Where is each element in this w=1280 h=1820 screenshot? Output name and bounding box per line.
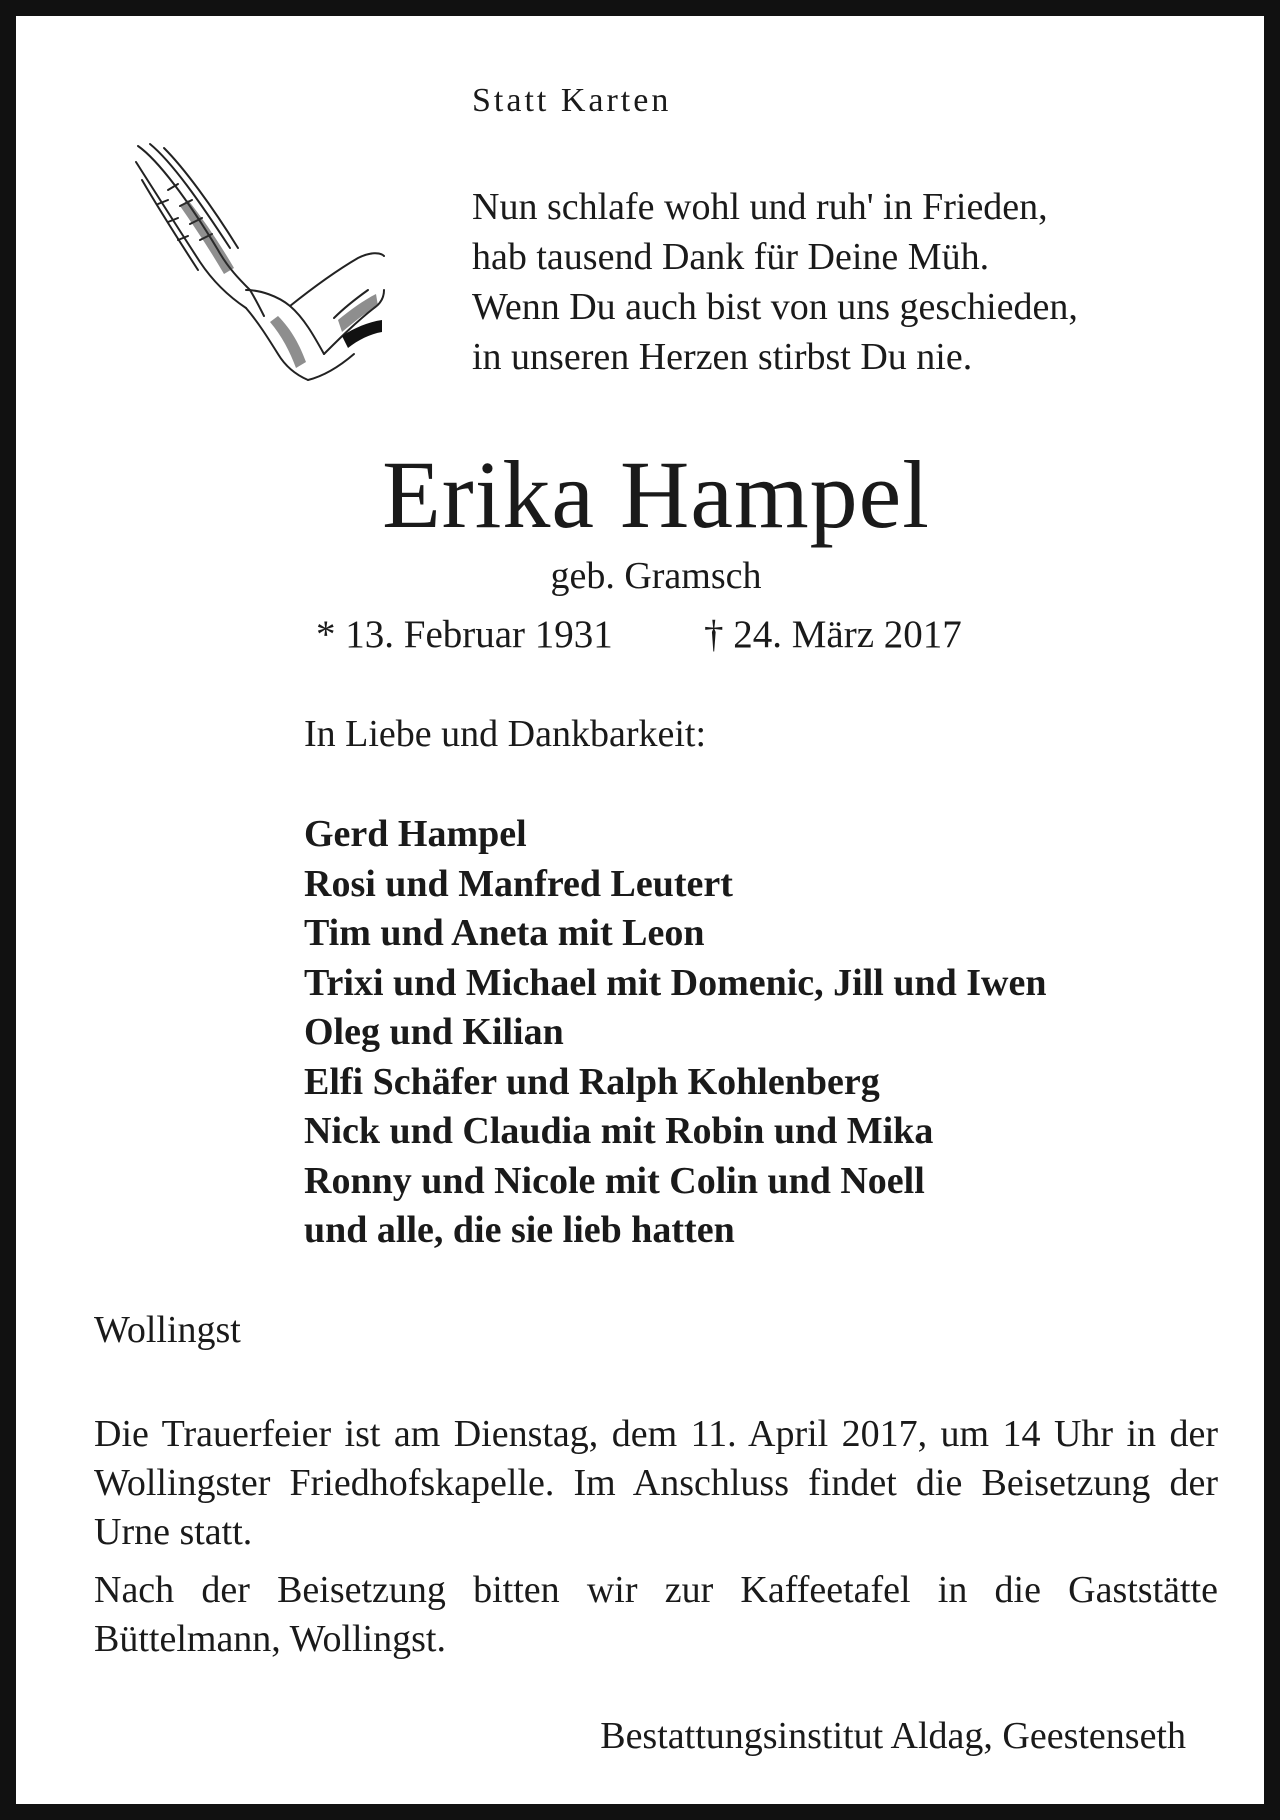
mourner-line: Trixi und Michael mit Domenic, Jill und Iwen bbox=[304, 961, 1047, 1004]
mourner-line: Elfi Schäfer und Ralph Kohlenberg bbox=[304, 1060, 880, 1103]
mourner-line: Oleg und Kilian bbox=[304, 1011, 564, 1053]
deceased-name: Erika Hampel bbox=[382, 441, 930, 548]
poem-line: Wenn Du auch bist von uns geschieden, bbox=[472, 286, 1078, 328]
mourner-line: und alle, die sie lieb hatten bbox=[304, 1209, 735, 1251]
place: Wollingst bbox=[94, 1309, 241, 1351]
mourner-line: Ronny und Nicole mit Colin und Noell bbox=[304, 1159, 925, 1202]
mourner-line: Nick und Claudia mit Robin und Mika bbox=[304, 1110, 934, 1152]
funeral-info-paragraph: Die Trauerfeier ist am Dienstag, dem 11. April 2017, um 14 Uhr in der Wollingster Friedhofskapelle. Im Anschluss findet die Beisetzung der Urne statt. bbox=[94, 1413, 1218, 1553]
mourner-line: Gerd Hampel bbox=[304, 813, 527, 855]
poem-line: in unseren Herzen stirbst Du nie. bbox=[472, 336, 973, 378]
poem-line: hab tausend Dank für Deine Müh. bbox=[472, 236, 990, 278]
header-label: Statt Karten bbox=[472, 82, 672, 119]
maiden-name: geb. Gramsch bbox=[550, 555, 762, 597]
poem-line: Nun schlafe wohl und ruh' in Frieden, bbox=[472, 186, 1048, 228]
praying-hands-icon bbox=[128, 140, 388, 388]
mourner-line: Tim und Aneta mit Leon bbox=[304, 912, 705, 954]
mourner-line: Rosi und Manfred Leutert bbox=[304, 862, 733, 905]
death-date: † 24. März 2017 bbox=[704, 613, 962, 656]
reception-info-paragraph: Nach der Beisetzung bitten wir zur Kaffeetafel in die Gaststätte Büttelmann, Wollingst. bbox=[94, 1569, 1218, 1660]
poem bbox=[472, 182, 1078, 382]
birth-date: * 13. Februar 1931 bbox=[316, 613, 613, 656]
mourners-list bbox=[304, 810, 1046, 1256]
dedication: In Liebe und Dankbarkeit: bbox=[304, 713, 707, 755]
undertaker: Bestattungsinstitut Aldag, Geestenseth bbox=[600, 1715, 1186, 1757]
